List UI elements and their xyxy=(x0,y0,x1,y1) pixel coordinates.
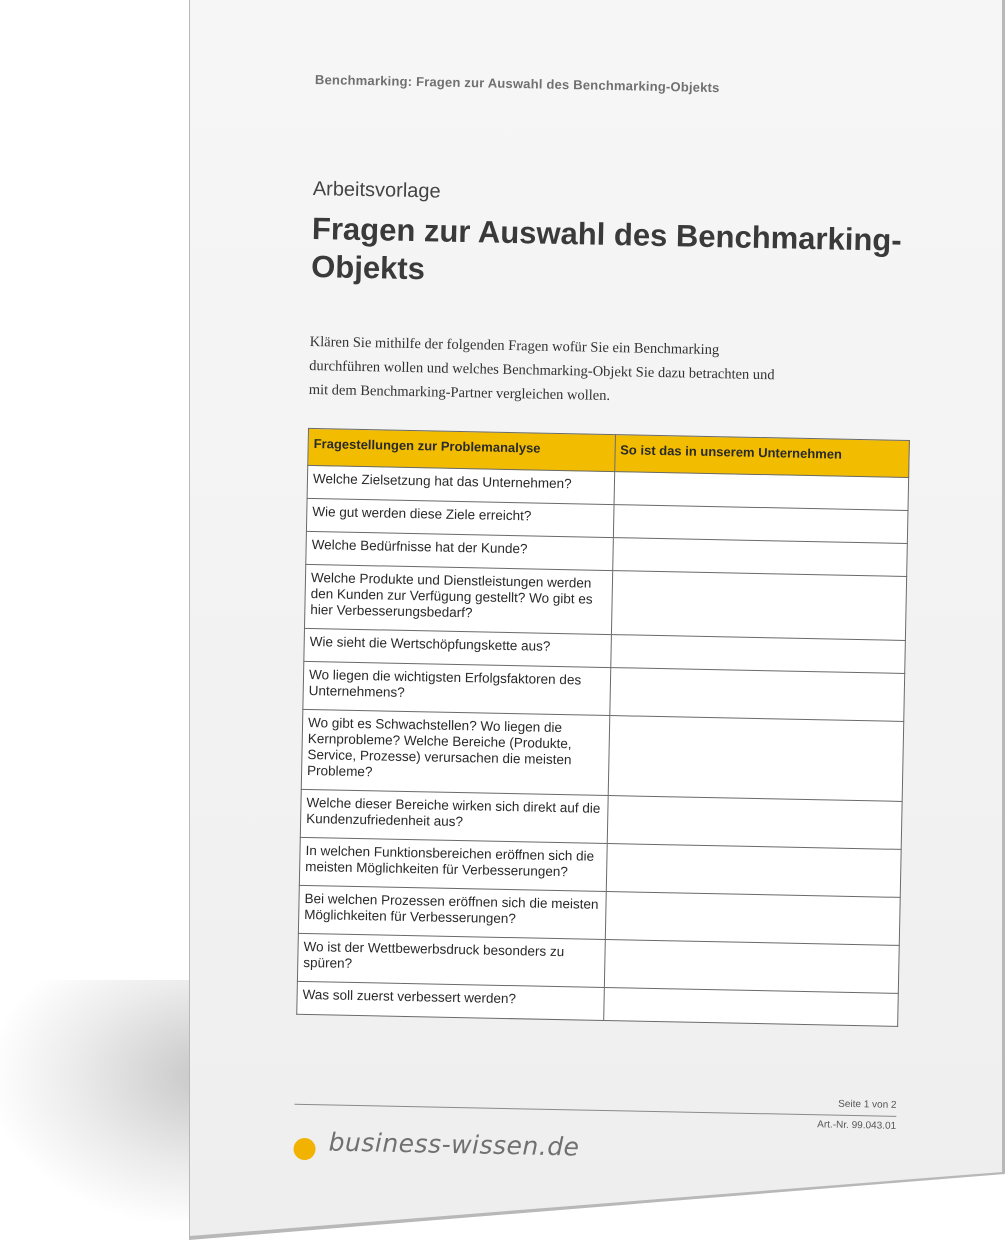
question-cell: Was soll zuerst verbessert werden? xyxy=(297,981,604,1020)
question-cell: Wie gut werden diese Ziele erreicht? xyxy=(306,498,613,537)
question-cell: In welchen Funktionsbereichen eröffnen sich die meisten Möglichkeiten für Verbesserungen? xyxy=(299,837,606,891)
question-cell: Welche Produkte und Dienstleistungen werden den Kunden zur Verfügung gestellt? Wo gibt es hier Verbesserungsbedarf? xyxy=(304,564,612,634)
question-cell: Welche dieser Bereiche wirken sich direkt auf die Kundenzufriedenheit aus? xyxy=(300,789,607,843)
table-row xyxy=(301,709,903,801)
table-row xyxy=(304,564,906,640)
question-cell: Wo gibt es Schwachstellen? Wo liegen die Kernprobleme? Welche Bereiche (Produkte, Service, Prozesse) verursachen die meisten Probleme? xyxy=(301,709,609,795)
article-number: Art.-Nr. 99.043.01 xyxy=(817,1119,897,1132)
logo-dot-icon xyxy=(293,1138,315,1160)
answer-cell[interactable] xyxy=(605,892,900,946)
document-title: Fragen zur Auswahl des Benchmarking-Objekts xyxy=(310,210,902,287)
question-cell: Wie sieht die Wertschöpfungskette aus? xyxy=(304,628,611,667)
answer-cell[interactable] xyxy=(603,987,898,1026)
answer-cell[interactable] xyxy=(609,668,904,722)
question-cell: Welche Zielsetzung hat das Unternehmen? xyxy=(307,465,614,504)
header-questions: Fragestellungen zur Problemanalyse xyxy=(308,428,615,471)
question-cell: Wo liegen die wichtigsten Erfolgsfaktoren des Unternehmens? xyxy=(303,661,610,715)
answer-cell[interactable] xyxy=(606,844,901,898)
question-cell: Wo ist der Wettbewerbsdruck besonders zu spüren? xyxy=(297,933,604,987)
running-header: Benchmarking: Fragen zur Auswahl des Benchmarking-Objekts xyxy=(314,72,720,96)
header-answers: So ist das in unserem Unternehmen xyxy=(614,435,909,478)
answer-cell[interactable] xyxy=(611,571,907,641)
document-kicker: Arbeitsvorlage xyxy=(312,177,441,203)
answer-cell[interactable] xyxy=(608,716,904,802)
question-table xyxy=(296,428,910,1027)
question-cell: Bei welchen Prozessen eröffnen sich die meisten Möglichkeiten für Verbesserungen? xyxy=(298,885,605,939)
answer-cell[interactable] xyxy=(607,796,902,850)
brand-logo: business-wissen.de xyxy=(328,1127,580,1162)
page-number: Seite 1 von 2 xyxy=(838,1098,897,1111)
intro-paragraph: Klären Sie mithilfe der folgenden Fragen wofür Sie ein Benchmarking durchführen wollen und welches Benchmarking-Objekt Sie dazu betrachten und mit dem Benchmarking-Partner vergleichen wollen. xyxy=(308,333,775,404)
answer-cell[interactable] xyxy=(604,939,899,993)
question-cell: Welche Bedürfnisse hat der Kunde? xyxy=(306,531,613,570)
